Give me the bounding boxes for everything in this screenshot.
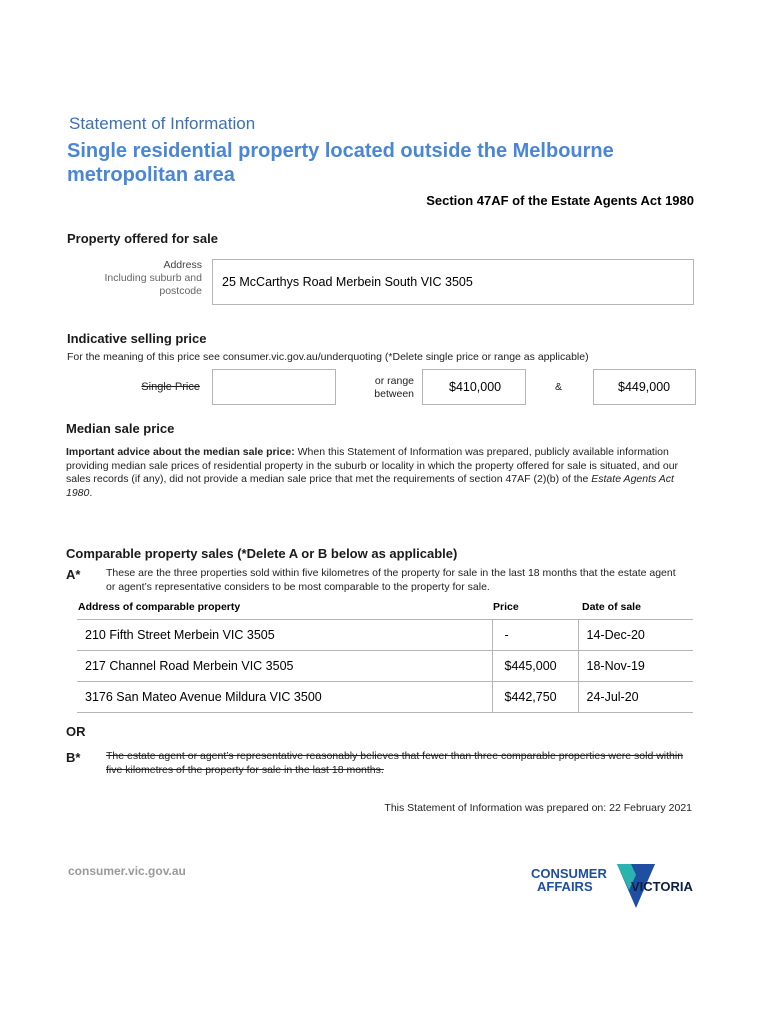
table-row bbox=[77, 620, 693, 651]
address-field[interactable] bbox=[212, 259, 694, 305]
comparable-date-cell[interactable]: 24-Jul-20 bbox=[578, 682, 693, 713]
statement-label: Statement of Information bbox=[69, 114, 256, 133]
median-advice-act: Estate Agents Act 1980 bbox=[66, 473, 674, 499]
range-label-line1: or range bbox=[374, 375, 414, 387]
comparable-table bbox=[77, 619, 693, 713]
range-high-field[interactable] bbox=[593, 369, 696, 405]
option-b-marker: B* bbox=[66, 750, 81, 765]
range-ampersand: & bbox=[555, 381, 563, 393]
comparable-price-cell[interactable]: $442,750 bbox=[492, 682, 578, 713]
range-label bbox=[340, 375, 414, 401]
logo-line-2: AFFAIRS bbox=[537, 879, 593, 894]
comparable-address-cell[interactable]: 3176 San Mateo Avenue Mildura VIC 3500 bbox=[77, 682, 492, 713]
or-label: OR bbox=[66, 724, 86, 739]
consumer-affairs-victoria-logo bbox=[531, 864, 701, 910]
address-sublabel-2: postcode bbox=[159, 285, 202, 297]
comparable-heading: Comparable property sales (*Delete A or B below as applicable) bbox=[66, 546, 458, 561]
range-high-value: $449,000 bbox=[618, 380, 671, 394]
comparable-address-cell[interactable]: 210 Fifth Street Merbein VIC 3505 bbox=[77, 620, 492, 651]
comparable-price-cell[interactable]: $445,000 bbox=[492, 651, 578, 682]
option-b-text: The estate agent or agent’s representative reasonably believes that fewer than three comparable properties were sold within five kilometres of the property for sale in the last 18 months. bbox=[106, 750, 684, 776]
single-price-field[interactable] bbox=[212, 369, 336, 405]
address-sublabel-1: Including suburb and bbox=[104, 272, 202, 284]
price-heading: Indicative selling price bbox=[67, 331, 207, 346]
address-value: 25 McCarthys Road Merbein South VIC 3505 bbox=[222, 275, 473, 289]
option-a-marker: A* bbox=[66, 567, 81, 582]
page-title: Single residential property located outside the Melbourne metropolitan area bbox=[67, 140, 614, 186]
col-address-header: Address of comparable property bbox=[78, 601, 241, 613]
address-label-group bbox=[80, 259, 202, 298]
range-low-field[interactable] bbox=[422, 369, 526, 405]
single-price-label: Single Price bbox=[141, 381, 200, 393]
logo-line-3: VICTORIA bbox=[631, 879, 693, 894]
median-advice-text: When this Statement of Information was prepared, publicly available information providing median sale prices of residential property in the suburb or locality in which the property offered for sale is situated, and our sales records (if any), did not provide a median sale price that met the requirements of section 47AF (2)(b) of the bbox=[66, 446, 679, 485]
median-advice bbox=[66, 446, 696, 500]
option-a-text: These are the three properties sold within five kilometres of the property for sale in the last 18 months that the estate agent or agent’s representative considers to be most comparable to the property for sale. bbox=[106, 567, 676, 593]
range-label-line2: between bbox=[374, 388, 414, 400]
range-low-value: $410,000 bbox=[449, 380, 502, 394]
footer-website: consumer.vic.gov.au bbox=[68, 864, 186, 878]
comparable-date-cell[interactable]: 14-Dec-20 bbox=[578, 620, 693, 651]
property-heading: Property offered for sale bbox=[67, 231, 218, 246]
address-label: Address bbox=[163, 259, 202, 271]
median-advice-end: . bbox=[89, 486, 93, 499]
comparable-date-cell[interactable]: 18-Nov-19 bbox=[578, 651, 693, 682]
logo-line-1: CONSUMER bbox=[531, 866, 607, 881]
comparable-price-cell[interactable]: - bbox=[492, 620, 578, 651]
section-reference: Section 47AF of the Estate Agents Act 1980 bbox=[426, 193, 694, 208]
table-row bbox=[77, 682, 693, 713]
col-price-header: Price bbox=[493, 601, 519, 613]
median-advice-bold: Important advice about the median sale price: bbox=[66, 446, 295, 458]
table-row bbox=[77, 651, 693, 682]
col-date-header: Date of sale bbox=[582, 601, 641, 613]
comparable-address-cell[interactable]: 217 Channel Road Merbein VIC 3505 bbox=[77, 651, 492, 682]
price-note: For the meaning of this price see consumer.vic.gov.au/underquoting (*Delete single price or range as applicable) bbox=[67, 351, 589, 363]
prepared-date: This Statement of Information was prepared on: 22 February 2021 bbox=[384, 802, 692, 814]
median-heading: Median sale price bbox=[66, 421, 175, 436]
